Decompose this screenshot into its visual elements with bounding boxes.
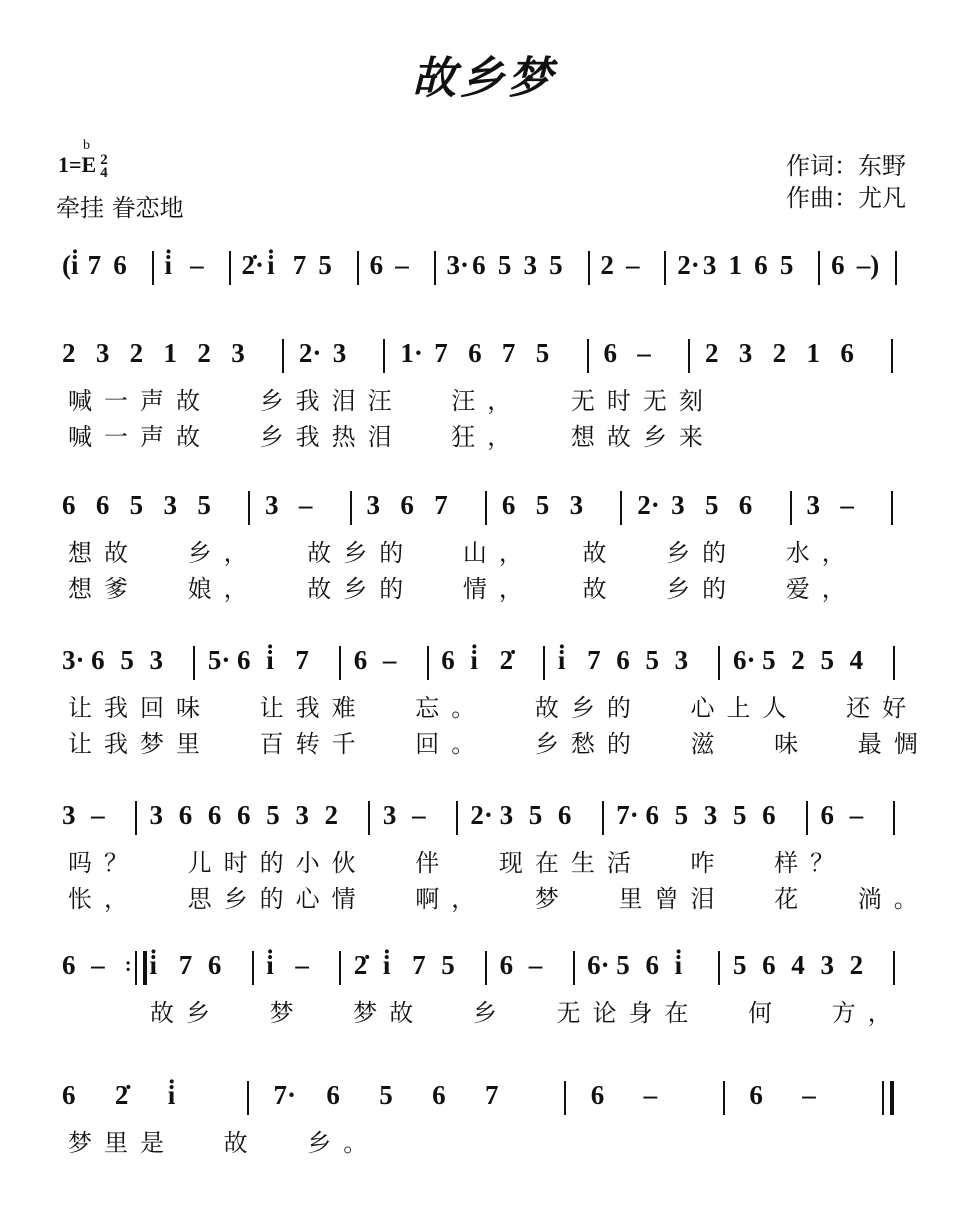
note: 6 xyxy=(645,800,659,830)
note: 7 xyxy=(434,490,448,520)
note: 7· xyxy=(616,800,639,830)
note: 5 xyxy=(266,800,280,830)
note: 3 xyxy=(149,645,164,675)
bar-line xyxy=(895,251,897,285)
lyric-line-2: 想爹 娘， 故乡的 情， 故 乡的 爱， xyxy=(68,575,858,603)
score-system xyxy=(0,1075,968,1205)
bar-line xyxy=(688,339,690,373)
bar-line xyxy=(434,251,436,285)
note: 6 xyxy=(499,950,514,980)
score-system xyxy=(0,795,968,925)
time-signature xyxy=(100,151,108,181)
note: 3· xyxy=(62,645,85,675)
note: 2· xyxy=(298,338,322,368)
bar-line xyxy=(893,646,895,680)
bar-line xyxy=(193,646,195,680)
note: i̇ xyxy=(674,950,683,980)
note: 2· xyxy=(637,490,660,520)
note: 2· xyxy=(470,800,493,830)
note: 5 xyxy=(120,645,134,675)
repeat-bar xyxy=(135,951,147,985)
note: 5 xyxy=(732,950,747,980)
time-bottom: 4 xyxy=(100,164,108,181)
note: 3 xyxy=(265,490,279,520)
note: 6· xyxy=(732,645,756,675)
bar-line xyxy=(152,251,154,285)
note: 1 xyxy=(728,250,743,280)
note: 7 xyxy=(178,950,193,980)
note: 5 xyxy=(528,800,543,830)
key-flat: b xyxy=(83,138,90,153)
note: 2̇· xyxy=(241,250,264,280)
note: – xyxy=(295,950,309,980)
bar-line xyxy=(891,491,893,525)
note: 6 xyxy=(207,800,222,830)
note: i̇ xyxy=(149,950,158,980)
note: 6 xyxy=(237,645,251,675)
note: 5 xyxy=(535,490,550,520)
note: 7 xyxy=(434,338,448,368)
lyric-line-1: 让我回味 让我难 忘。 故乡的 心上人 还好 xyxy=(68,694,919,722)
note: 6 xyxy=(326,1080,340,1110)
bar-line xyxy=(602,801,604,835)
note: 3 xyxy=(820,950,834,980)
note: i̇ xyxy=(470,645,478,675)
note: –) xyxy=(856,250,880,280)
note: 5 xyxy=(820,645,834,675)
note: 3 xyxy=(806,490,820,520)
note: – xyxy=(190,250,204,280)
note: 2̇ xyxy=(114,1080,129,1110)
note: 3 xyxy=(62,800,76,830)
note: 2 xyxy=(772,338,787,368)
score-system xyxy=(0,333,968,463)
note: i̇ xyxy=(267,250,275,280)
note: 6 xyxy=(432,1080,446,1110)
note: 1 xyxy=(806,338,820,368)
bar-line xyxy=(718,951,720,985)
key-signature xyxy=(58,138,108,181)
note: – xyxy=(412,800,426,830)
bar-line xyxy=(252,951,254,985)
note: – xyxy=(849,800,864,830)
bar-line xyxy=(339,951,341,985)
note: 1 xyxy=(163,338,178,368)
note: 5 xyxy=(497,250,512,280)
note: 6 xyxy=(62,490,76,520)
note: 6 xyxy=(353,645,368,675)
note: 6 xyxy=(113,250,127,280)
composer: 作曲：尤凡 xyxy=(786,184,906,212)
note: 7 xyxy=(412,950,426,980)
note: – xyxy=(802,1080,816,1110)
note: 3 xyxy=(163,490,178,520)
key-note: E xyxy=(81,152,97,177)
bar-line xyxy=(427,646,429,680)
expression-mark: 牵挂 眷恋地 xyxy=(56,194,184,222)
bar-line xyxy=(135,801,137,835)
note: – xyxy=(382,645,397,675)
note: i̇ xyxy=(164,250,173,280)
note: 2 xyxy=(197,338,211,368)
note: 6 xyxy=(645,950,659,980)
bar-line xyxy=(664,251,666,285)
bar-line xyxy=(588,251,590,285)
note: i̇ xyxy=(266,645,274,675)
note: 7 xyxy=(295,645,309,675)
note: 6 xyxy=(616,645,630,675)
bar-line xyxy=(383,339,385,373)
note: 6 xyxy=(738,490,753,520)
note: 6 xyxy=(207,950,222,980)
note: 2̇ xyxy=(353,950,368,980)
note: 5 xyxy=(535,338,550,368)
lyric-line-1: 想故 乡， 故乡的 山， 故 乡的 水， xyxy=(68,539,858,567)
lyric-line-2: 让我梦里 百转千 回。 乡愁的 滋 味 最惆 xyxy=(68,730,930,758)
lyricist: 作词：东野 xyxy=(786,152,906,180)
note: 3 xyxy=(332,338,347,368)
note: 3 xyxy=(149,800,164,830)
bar-line xyxy=(282,339,284,373)
note: 3 xyxy=(95,338,110,368)
note: 3 xyxy=(523,250,537,280)
note: 3 xyxy=(738,338,753,368)
note: 6 xyxy=(762,950,776,980)
note: 6 xyxy=(95,490,110,520)
key-tonic: 1= xyxy=(58,152,82,177)
note: 3 xyxy=(231,338,245,368)
bar-line xyxy=(790,491,792,525)
note: i̇ xyxy=(266,950,274,980)
time-top: 2 xyxy=(100,151,108,168)
lyric-line-2: 怅， 思乡的心情 啊， 梦 里曾泪 花 淌。 xyxy=(68,885,930,913)
note: 6 xyxy=(603,338,617,368)
note: 3 xyxy=(671,490,685,520)
note: 2 xyxy=(849,950,864,980)
score-system xyxy=(0,640,968,770)
note: 6 xyxy=(441,645,455,675)
note: 3· xyxy=(446,250,470,280)
bar-line xyxy=(229,251,231,285)
lyric-line-1: 梦里是 故 乡。 xyxy=(68,1129,380,1157)
bar-line xyxy=(248,491,250,525)
bar-line xyxy=(339,646,341,680)
note: 4 xyxy=(791,950,805,980)
note: 5 xyxy=(645,645,659,675)
note: 6 xyxy=(62,1080,76,1110)
note: – xyxy=(91,800,105,830)
note: 2 xyxy=(704,338,719,368)
score-system xyxy=(0,485,968,615)
note: 3 xyxy=(674,645,689,675)
note: 3 xyxy=(382,800,397,830)
bar-line xyxy=(893,801,895,835)
note: – xyxy=(395,250,409,280)
note: 3 xyxy=(295,800,309,830)
bar-line xyxy=(350,491,352,525)
note: 7 xyxy=(485,1080,499,1110)
note: 6 xyxy=(754,250,768,280)
note: 4 xyxy=(849,645,864,675)
lyric-line-2: 喊一声故 乡我热泪 狂， 想故乡来 xyxy=(68,423,715,451)
note: 7 xyxy=(292,250,307,280)
note: 5 xyxy=(674,800,689,830)
note: 6 xyxy=(557,800,572,830)
note: 6 xyxy=(237,800,251,830)
lyric-line-1: 喊一声故 乡我泪汪 汪， 无时无刻 xyxy=(68,387,715,415)
note: 2 xyxy=(129,338,144,368)
bar-line xyxy=(564,1081,566,1115)
note: 2· xyxy=(677,250,700,280)
note: 5 xyxy=(704,490,719,520)
note: 6 xyxy=(369,250,384,280)
bar-line xyxy=(893,951,895,985)
note: 2 xyxy=(62,338,76,368)
note: i̇ xyxy=(382,950,391,980)
note: 6 xyxy=(831,250,845,280)
note: 7 xyxy=(87,250,102,280)
note: – xyxy=(528,950,543,980)
bar-line xyxy=(357,251,359,285)
lyric-line-1: 故乡 梦 梦故 乡 无论身在 何 方， xyxy=(150,999,904,1027)
bar-line xyxy=(723,1081,725,1115)
note: 5 xyxy=(779,250,794,280)
note: 6 xyxy=(820,800,834,830)
note: (i̇ xyxy=(62,250,79,280)
note: 5 xyxy=(441,950,455,980)
bar-line xyxy=(456,801,458,835)
bar-line xyxy=(485,951,487,985)
note: 2̇ xyxy=(499,645,514,675)
note: – xyxy=(643,1080,658,1110)
bar-line xyxy=(247,1081,249,1115)
note: 5 xyxy=(318,250,332,280)
note: 3 xyxy=(569,490,584,520)
note: 2 xyxy=(324,800,339,830)
note: 3 xyxy=(703,800,718,830)
final-bar xyxy=(882,1081,894,1115)
bar-line xyxy=(891,339,893,373)
note: 5 xyxy=(549,250,563,280)
note: 5 xyxy=(762,645,776,675)
note: 6 xyxy=(501,490,516,520)
note: 6 xyxy=(400,490,414,520)
note: 2 xyxy=(600,250,614,280)
note: 5 xyxy=(129,490,144,520)
note: 6· xyxy=(587,950,610,980)
bar-line xyxy=(806,801,808,835)
note: 6 xyxy=(590,1080,605,1110)
note: 2 xyxy=(791,645,805,675)
note: 6 xyxy=(472,250,486,280)
score-system xyxy=(0,945,968,1075)
bar-line xyxy=(620,491,622,525)
note: 6 xyxy=(749,1080,763,1110)
note: 5 xyxy=(379,1080,393,1110)
note: 6 xyxy=(840,338,854,368)
note: – xyxy=(637,338,651,368)
song-title: 故乡梦 xyxy=(412,53,556,104)
note: 3 xyxy=(366,490,381,520)
note: i̇ xyxy=(557,645,566,675)
note: 5 xyxy=(616,950,630,980)
note: – xyxy=(626,250,640,280)
lyric-line-1: 吗？ 儿时的小伙 伴 现在生活 咋 样？ xyxy=(68,849,847,877)
note: 5· xyxy=(207,645,231,675)
note: 5 xyxy=(197,490,211,520)
note: 5 xyxy=(732,800,747,830)
note: 6 xyxy=(178,800,193,830)
note: 6 xyxy=(762,800,776,830)
bar-line xyxy=(485,491,487,525)
note: – xyxy=(91,950,105,980)
bar-line xyxy=(368,801,370,835)
credits xyxy=(786,150,906,214)
repeat-dots: : xyxy=(124,954,132,976)
note: i̇ xyxy=(167,1080,176,1110)
bar-line xyxy=(818,251,820,285)
note: 1· xyxy=(400,338,423,368)
note: 3 xyxy=(499,800,514,830)
note: – xyxy=(840,490,854,520)
note: – xyxy=(298,490,313,520)
note: 7 xyxy=(501,338,516,368)
bar-line xyxy=(573,951,575,985)
note: 6 xyxy=(468,338,482,368)
note: 6 xyxy=(62,950,76,980)
bar-line xyxy=(543,646,545,680)
bar-line xyxy=(587,339,589,373)
bar-line xyxy=(718,646,720,680)
note: 7· xyxy=(273,1080,297,1110)
note: 7 xyxy=(587,645,601,675)
note: 3 xyxy=(702,250,717,280)
note: 6 xyxy=(91,645,105,675)
